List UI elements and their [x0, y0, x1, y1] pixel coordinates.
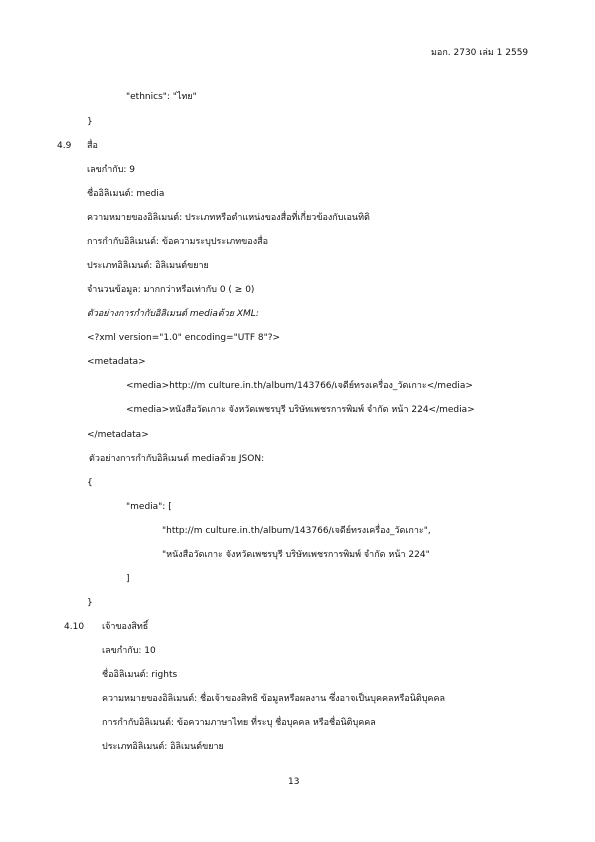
section-title-4-9: สื่อ — [87, 141, 98, 151]
element-number-line-2: เลขกำกับ: 10 — [102, 646, 156, 656]
page-number: 13 — [288, 777, 300, 787]
element-cardinality-line: จำนวนข้อมูล: มากกว่าหรือเท่ากับ 0 ( ≥ 0) — [87, 285, 255, 295]
xml-metadata-close: </metadata> — [87, 430, 149, 440]
section-title-4-10: เจ้าของสิทธิ์ — [102, 622, 149, 632]
json-media-item-1: "http://m culture.in.th/album/143766/เจดีย์ทรงเครื่อง_วัดเกาะ", — [162, 526, 431, 536]
element-number-line: เลขกำกับ: 9 — [87, 165, 136, 175]
json-media-key: "media": [ — [126, 502, 172, 512]
json-array-close: ] — [126, 574, 130, 584]
element-usage-line: การกำกับอิลิเมนต์: ข้อความระบุประเภทของสื่อ — [87, 237, 268, 247]
json-ethnics-line: "ethnics": "ไทย" — [126, 92, 197, 102]
xml-example-heading: ตัวอย่างการกำกับอิลิเมนต์ mediaด้วย XML: — [87, 309, 259, 319]
element-type-line: ประเภทอิลิเมนต์: อิลิเมนต์ขยาย — [87, 261, 209, 271]
json-close-brace: } — [87, 117, 93, 127]
json-example-heading: ตัวอย่างการกำกับอิลิเมนต์ mediaด้วย JSON: — [89, 454, 265, 464]
element-name-line: ชื่ออิลิเมนต์: media — [87, 189, 165, 199]
element-type-line-2: ประเภทอิลิเมนต์: อิลิเมนต์ขยาย — [102, 742, 224, 752]
element-usage-line-2: การกำกับอิลิเมนต์: ข้อความภาษาไทย ที่ระบุ ชื่อบุคคล หรือชื่อนิติบุคคล — [102, 718, 376, 728]
json-close-brace-2: } — [87, 598, 93, 608]
xml-declaration: <?xml version="1.0" encoding="UTF 8"?> — [87, 333, 281, 343]
section-number-4-10: 4.10 — [64, 622, 85, 632]
element-meaning-line-2: ความหมายของอิลิเมนต์: ชื่อเจ้าของสิทธิ ข้อมูลหรือผลงาน ซึ่งอาจเป็นบุคคลหรือนิติบุคคล — [102, 694, 445, 704]
element-name-line-2: ชื่ออิลิเมนต์: rights — [102, 670, 178, 680]
section-number-4-9: 4.9 — [57, 141, 72, 151]
xml-metadata-open: <metadata> — [87, 357, 146, 367]
standard-header: มอก. 2730 เล่ม 1 2559 — [431, 48, 529, 58]
json-open-brace: { — [87, 478, 93, 488]
json-media-item-2: "หนังสือวัดเกาะ จังหวัดเพชรบุรี บริษัทเพชรการพิมพ์ จำกัด หน้า 224" — [162, 550, 430, 560]
xml-media-line-2: <media>หนังสือวัดเกาะ จังหวัดเพชรบุรี บริษัทเพชรการพิมพ์ จำกัด หน้า 224</media> — [126, 405, 475, 415]
element-meaning-line: ความหมายของอิลิเมนต์: ประเภทหรือตำแหน่งของสื่อที่เกี่ยวข้องกับเอนทิติ — [87, 213, 370, 223]
xml-media-line-1: <media>http://m culture.in.th/album/143766/เจดีย์ทรงเครื่อง_วัดเกาะ</media> — [126, 381, 473, 391]
